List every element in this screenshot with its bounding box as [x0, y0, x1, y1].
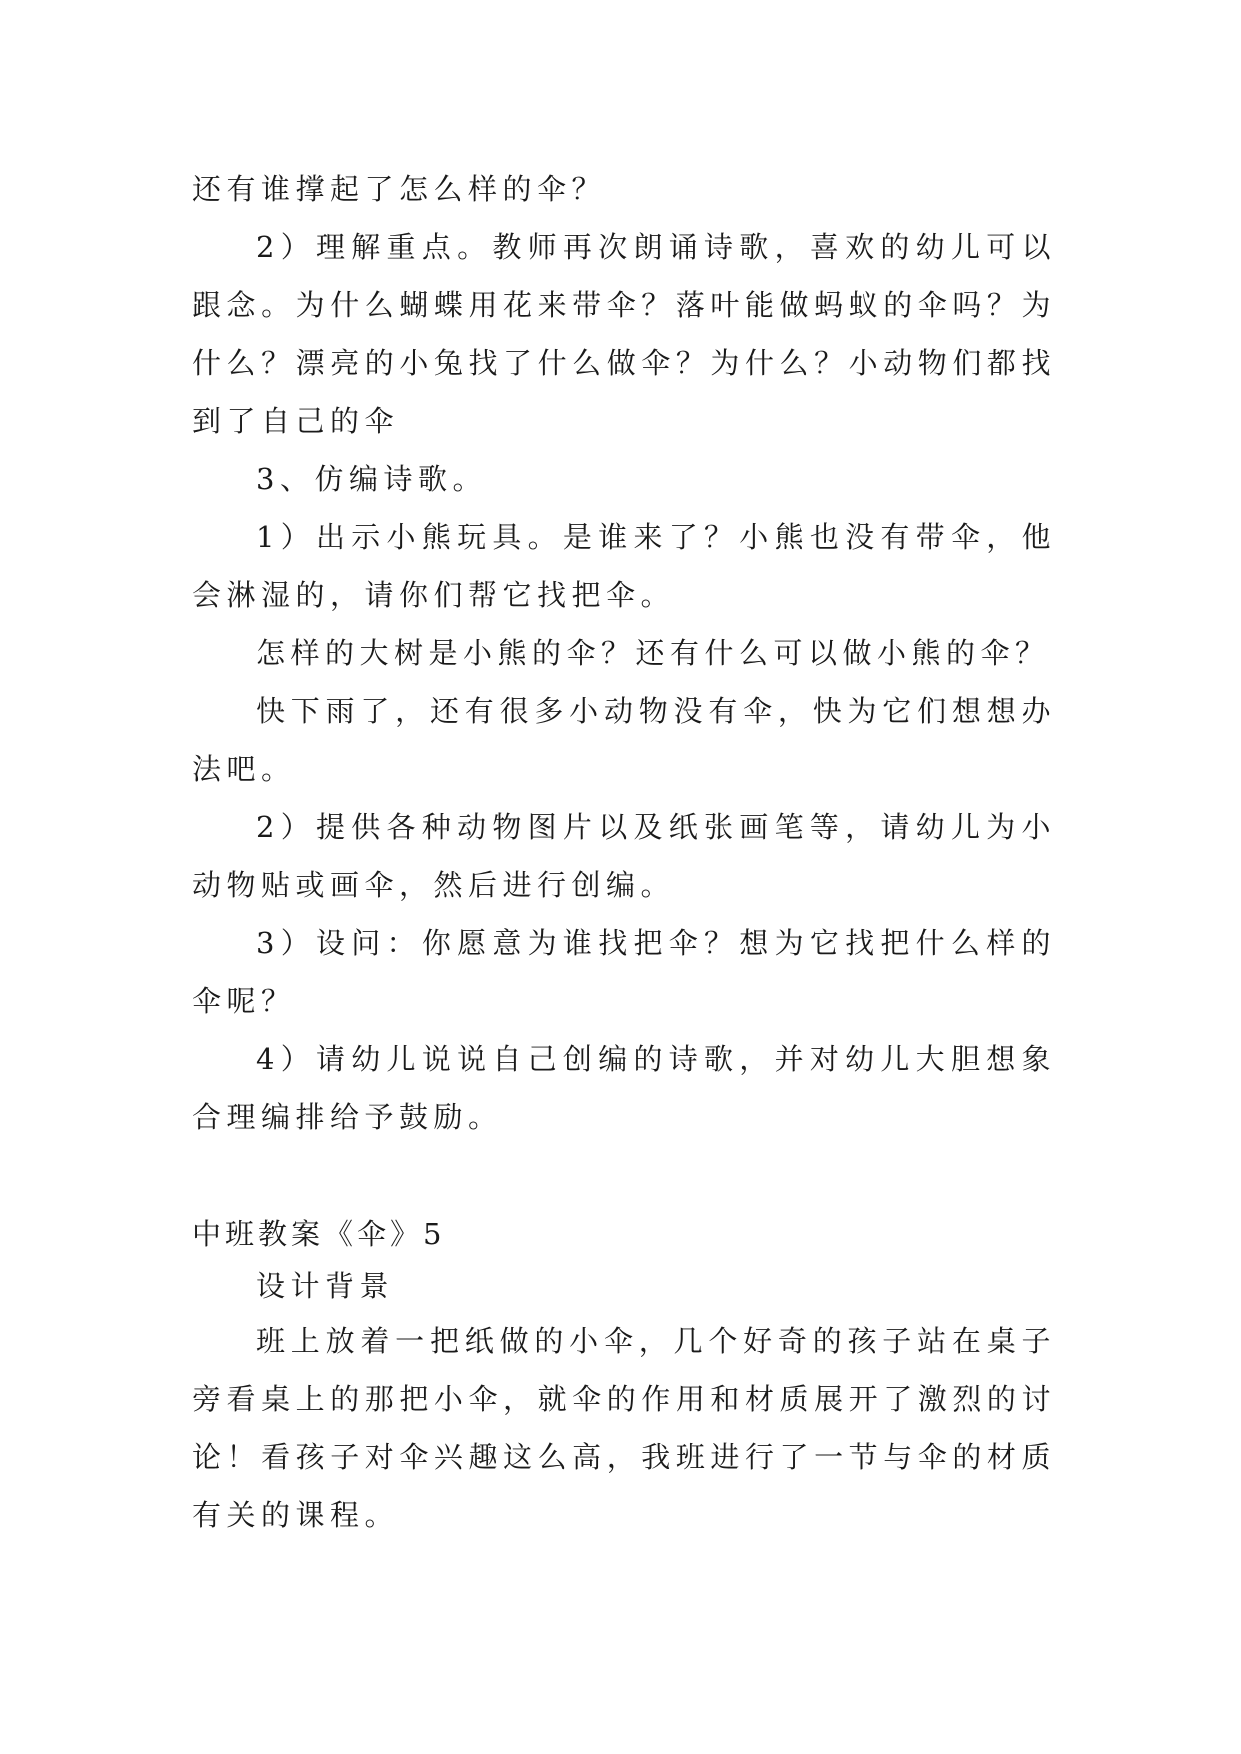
- paragraph-show-bear-toy: 1）出示小熊玩具。是谁来了？小熊也没有带伞，他会淋湿的，请你们帮它找把伞。: [192, 520, 1056, 612]
- paragraph-rain-coming: 快下雨了，还有很多小动物没有伞，快为它们想想办法吧。: [192, 694, 1056, 786]
- paragraph-ask-question: 3）设问：你愿意为谁找把伞？想为它找把什么样的伞呢？: [192, 926, 1056, 1018]
- paragraph-continuation: 还有谁撑起了怎么样的伞？: [192, 172, 607, 206]
- subheading-design-background: 设计背景: [256, 1269, 395, 1303]
- section-title: 中班教案《伞》5: [192, 1217, 446, 1251]
- paragraph-understand-key-points: 2）理解重点。教师再次朗诵诗歌，喜欢的幼儿可以跟念。为什么蝴蝶用花来带伞？落叶能做蚂蚁的伞吗？为什么？漂亮的小兔找了什么做伞？为什么？小动物们都找到了自己的伞: [192, 230, 1056, 438]
- paragraph-bear-umbrella-question: 怎样的大树是小熊的伞？还有什么可以做小熊的伞？: [256, 636, 1050, 670]
- document-body: [192, 160, 1056, 1544]
- paragraph-share-poems: 4）请幼儿说说自己创编的诗歌，并对幼儿大胆想象合理编排给予鼓励。: [192, 1042, 1056, 1134]
- paragraph-step-3-heading: 3、仿编诗歌。: [256, 462, 487, 496]
- paragraph-design-background: 班上放着一把纸做的小伞，几个好奇的孩子站在桌子旁看桌上的那把小伞，就伞的作用和材质展开了激烈的讨论！看孩子对伞兴趣这么高，我班进行了一节与伞的材质有关的课程。: [192, 1324, 1056, 1532]
- paragraph-provide-materials: 2）提供各种动物图片以及纸张画笔等，请幼儿为小动物贴或画伞，然后进行创编。: [192, 810, 1056, 902]
- section-gap: [192, 1146, 1056, 1208]
